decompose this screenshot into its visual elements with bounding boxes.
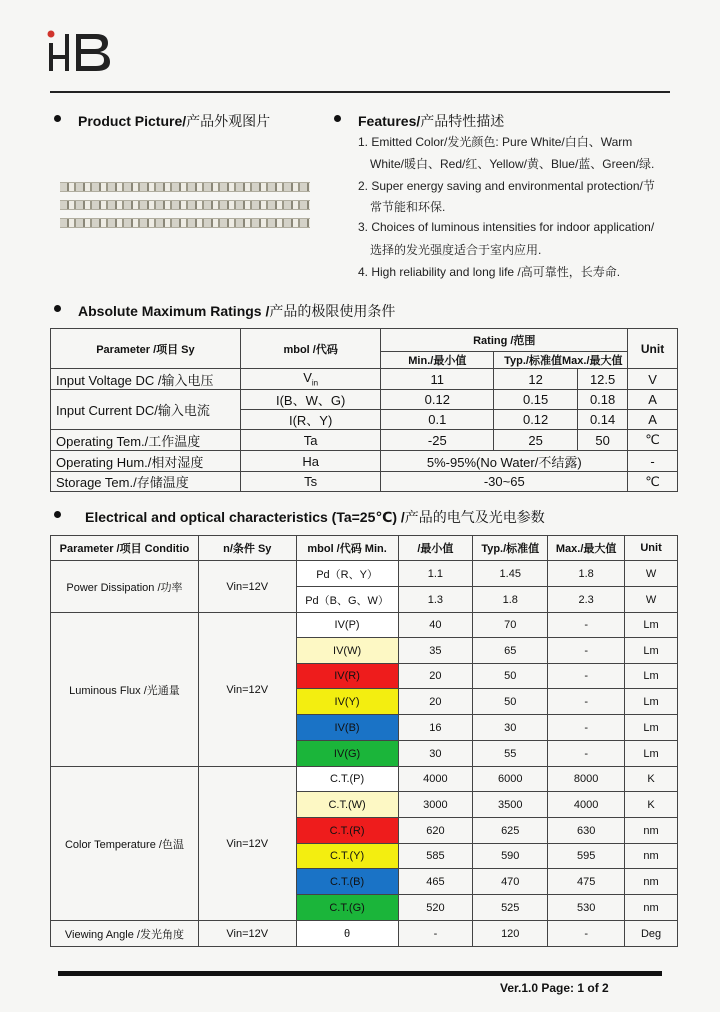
- row-min: 465: [398, 869, 473, 895]
- row-param: Operating Hum./相对湿度: [51, 451, 241, 472]
- row-min: 40: [398, 613, 473, 638]
- row-typ: 12: [494, 369, 578, 390]
- row-unit: nm: [625, 895, 678, 921]
- row-typ: 0.15: [494, 390, 578, 410]
- row-max: 4000: [548, 792, 625, 818]
- feature-line: White/暖白、Red/红、Yellow/黄、Blue/蓝、Green/绿.: [370, 157, 655, 171]
- row-typ: 525: [473, 895, 548, 921]
- feature-line: 1. Emitted Color/发光颜色: Pure White/白白、Warm: [358, 135, 633, 149]
- row-typ: 625: [473, 818, 548, 844]
- row-param: Input Voltage DC /输入电压: [51, 369, 241, 390]
- feature-line: 常节能和环保.: [370, 200, 446, 214]
- group-parameter: Power Dissipation /功率: [51, 561, 199, 613]
- group-parameter: Color Temperature /色温: [51, 767, 199, 921]
- group-parameter: Luminous Flux /光通量: [51, 613, 199, 767]
- row-typ: 50: [473, 689, 548, 715]
- row-symbol: θ: [296, 921, 398, 947]
- row-symbol: IV(Y): [296, 689, 398, 715]
- row-param: Storage Tem./存储温度: [51, 472, 241, 492]
- row-min: 20: [398, 689, 473, 715]
- row-unit: nm: [625, 818, 678, 844]
- header-min: Min./最小值: [381, 352, 494, 369]
- header-condition: n/条件 Sy: [198, 536, 296, 561]
- row-max: 630: [548, 818, 625, 844]
- header-unit: Unit: [625, 536, 678, 561]
- row-min: 11: [381, 369, 494, 390]
- section-title-product-picture: Product Picture/产品外观图片: [78, 113, 271, 129]
- row-min: 4000: [398, 767, 473, 792]
- row-min: 585: [398, 844, 473, 869]
- row-max: 8000: [548, 767, 625, 792]
- row-symbol: Ha: [240, 451, 381, 472]
- row-min: 16: [398, 715, 473, 741]
- row-max: -: [548, 921, 625, 947]
- row-max: 12.5: [578, 369, 628, 390]
- led-strip-image: [60, 200, 310, 210]
- row-unit: Lm: [625, 613, 678, 638]
- row-symbol: IV(P): [296, 613, 398, 638]
- row-unit: A: [628, 410, 678, 430]
- row-min: 520: [398, 895, 473, 921]
- row-range: -30~65: [381, 472, 628, 492]
- row-typ: 30: [473, 715, 548, 741]
- row-symbol: Pd（R、Y）: [296, 561, 398, 587]
- feature-line: 2. Super energy saving and environmental protection/节: [358, 179, 655, 193]
- row-min: 620: [398, 818, 473, 844]
- row-min: 20: [398, 664, 473, 689]
- group-condition: Vin=12V: [198, 561, 296, 613]
- led-strip-image: [60, 182, 310, 192]
- absolute-max-table: [50, 328, 678, 492]
- company-logo: [46, 28, 116, 74]
- row-typ: 1.8: [473, 587, 548, 613]
- row-typ: 55: [473, 741, 548, 767]
- row-param: Input Current DC/输入电流: [51, 390, 241, 430]
- row-symbol: C.T.(P): [296, 767, 398, 792]
- row-min: -25: [381, 430, 494, 451]
- header-symbol: mbol /代码: [240, 329, 381, 369]
- row-min: 30: [398, 741, 473, 767]
- feature-line: 4. High reliability and long life /高可靠性，长寿命.: [358, 265, 621, 279]
- row-typ: 70: [473, 613, 548, 638]
- section-title-absolute-max: Absolute Maximum Ratings /产品的极限使用条件: [78, 303, 396, 319]
- row-typ: 120: [473, 921, 548, 947]
- row-min: 0.1: [381, 410, 494, 430]
- row-unit: nm: [625, 844, 678, 869]
- row-unit: K: [625, 767, 678, 792]
- header-min: /最小值: [398, 536, 473, 561]
- row-max: -: [548, 613, 625, 638]
- section-title-electrical: Electrical and optical characteristics (Ta=25℃) /产品的电气及光电参数: [85, 509, 545, 525]
- row-max: -: [548, 638, 625, 664]
- header-rule: [50, 91, 670, 93]
- header-max: Max./最大值: [548, 536, 625, 561]
- row-min: -: [398, 921, 473, 947]
- bullet-icon: [334, 115, 341, 122]
- row-max: 50: [578, 430, 628, 451]
- row-min: 1.1: [398, 561, 473, 587]
- row-symbol: $V_{in}$: [240, 369, 381, 390]
- row-typ: 50: [473, 664, 548, 689]
- row-unit: -: [628, 451, 678, 472]
- footer-rule: [58, 971, 662, 976]
- header-typ: Typ./标准值: [473, 536, 548, 561]
- row-unit: ℃: [628, 472, 678, 492]
- group-condition: Vin=12V: [198, 613, 296, 767]
- header-typ-max: Typ./标准值Max./最大值: [494, 352, 628, 369]
- row-unit: Lm: [625, 741, 678, 767]
- row-min: 0.12: [381, 390, 494, 410]
- row-unit: V: [628, 369, 678, 390]
- row-symbol: I(B、W、G): [240, 390, 381, 410]
- row-min: 3000: [398, 792, 473, 818]
- section-title-features: Features/产品特性描述: [358, 113, 505, 129]
- row-typ: 65: [473, 638, 548, 664]
- row-typ: 25: [494, 430, 578, 451]
- bullet-icon: [54, 305, 61, 312]
- row-max: -: [548, 741, 625, 767]
- row-min: 35: [398, 638, 473, 664]
- row-symbol: Ts: [240, 472, 381, 492]
- row-unit: A: [628, 390, 678, 410]
- row-max: 0.14: [578, 410, 628, 430]
- row-symbol: C.T.(R): [296, 818, 398, 844]
- row-symbol: C.T.(W): [296, 792, 398, 818]
- row-symbol: IV(R): [296, 664, 398, 689]
- row-max: 475: [548, 869, 625, 895]
- row-symbol: C.T.(B): [296, 869, 398, 895]
- row-symbol: I(R、Y): [240, 410, 381, 430]
- header-parameter: Parameter /项目 Sy: [51, 329, 241, 369]
- feature-line: 3. Choices of luminous intensities for indoor application/: [358, 220, 655, 234]
- row-unit: Lm: [625, 689, 678, 715]
- row-max: -: [548, 689, 625, 715]
- row-typ: 3500: [473, 792, 548, 818]
- row-max: 2.3: [548, 587, 625, 613]
- page-footer: Ver.1.0 Page: 1 of 2: [500, 981, 609, 995]
- row-unit: Deg: [625, 921, 678, 947]
- row-max: 0.18: [578, 390, 628, 410]
- header-unit: Unit: [628, 329, 678, 369]
- row-max: 530: [548, 895, 625, 921]
- row-min: 1.3: [398, 587, 473, 613]
- bullet-icon: [54, 115, 61, 122]
- row-max: -: [548, 715, 625, 741]
- bullet-icon: [54, 511, 61, 518]
- row-range: 5%-95%(No Water/不结露): [381, 451, 628, 472]
- row-unit: W: [625, 587, 678, 613]
- row-unit: Lm: [625, 715, 678, 741]
- row-typ: 470: [473, 869, 548, 895]
- row-typ: 1.45: [473, 561, 548, 587]
- row-symbol: C.T.(G): [296, 895, 398, 921]
- row-max: 595: [548, 844, 625, 869]
- row-symbol: IV(B): [296, 715, 398, 741]
- header-rating: Rating /范围: [381, 329, 628, 352]
- electrical-table: [50, 535, 678, 947]
- row-typ: 6000: [473, 767, 548, 792]
- row-symbol: IV(W): [296, 638, 398, 664]
- row-symbol: Ta: [240, 430, 381, 451]
- group-condition: Vin=12V: [198, 767, 296, 921]
- feature-line: 选择的发光强度适合于室内应用.: [370, 243, 542, 257]
- row-unit: W: [625, 561, 678, 587]
- header-symbol: mbol /代码 Min.: [296, 536, 398, 561]
- row-param: Operating Tem./工作温度: [51, 430, 241, 451]
- row-unit: Lm: [625, 638, 678, 664]
- row-max: 1.8: [548, 561, 625, 587]
- row-symbol: C.T.(Y): [296, 844, 398, 869]
- header-parameter: Parameter /项目 Conditio: [51, 536, 199, 561]
- group-parameter: Viewing Angle /发光角度: [51, 921, 199, 947]
- row-symbol: Pd（B、G、W）: [296, 587, 398, 613]
- row-symbol: IV(G): [296, 741, 398, 767]
- row-unit: Lm: [625, 664, 678, 689]
- row-unit: ℃: [628, 430, 678, 451]
- row-unit: K: [625, 792, 678, 818]
- row-typ: 590: [473, 844, 548, 869]
- row-unit: nm: [625, 869, 678, 895]
- led-strip-image: [60, 218, 310, 228]
- row-typ: 0.12: [494, 410, 578, 430]
- row-max: -: [548, 664, 625, 689]
- group-condition: Vin=12V: [198, 921, 296, 947]
